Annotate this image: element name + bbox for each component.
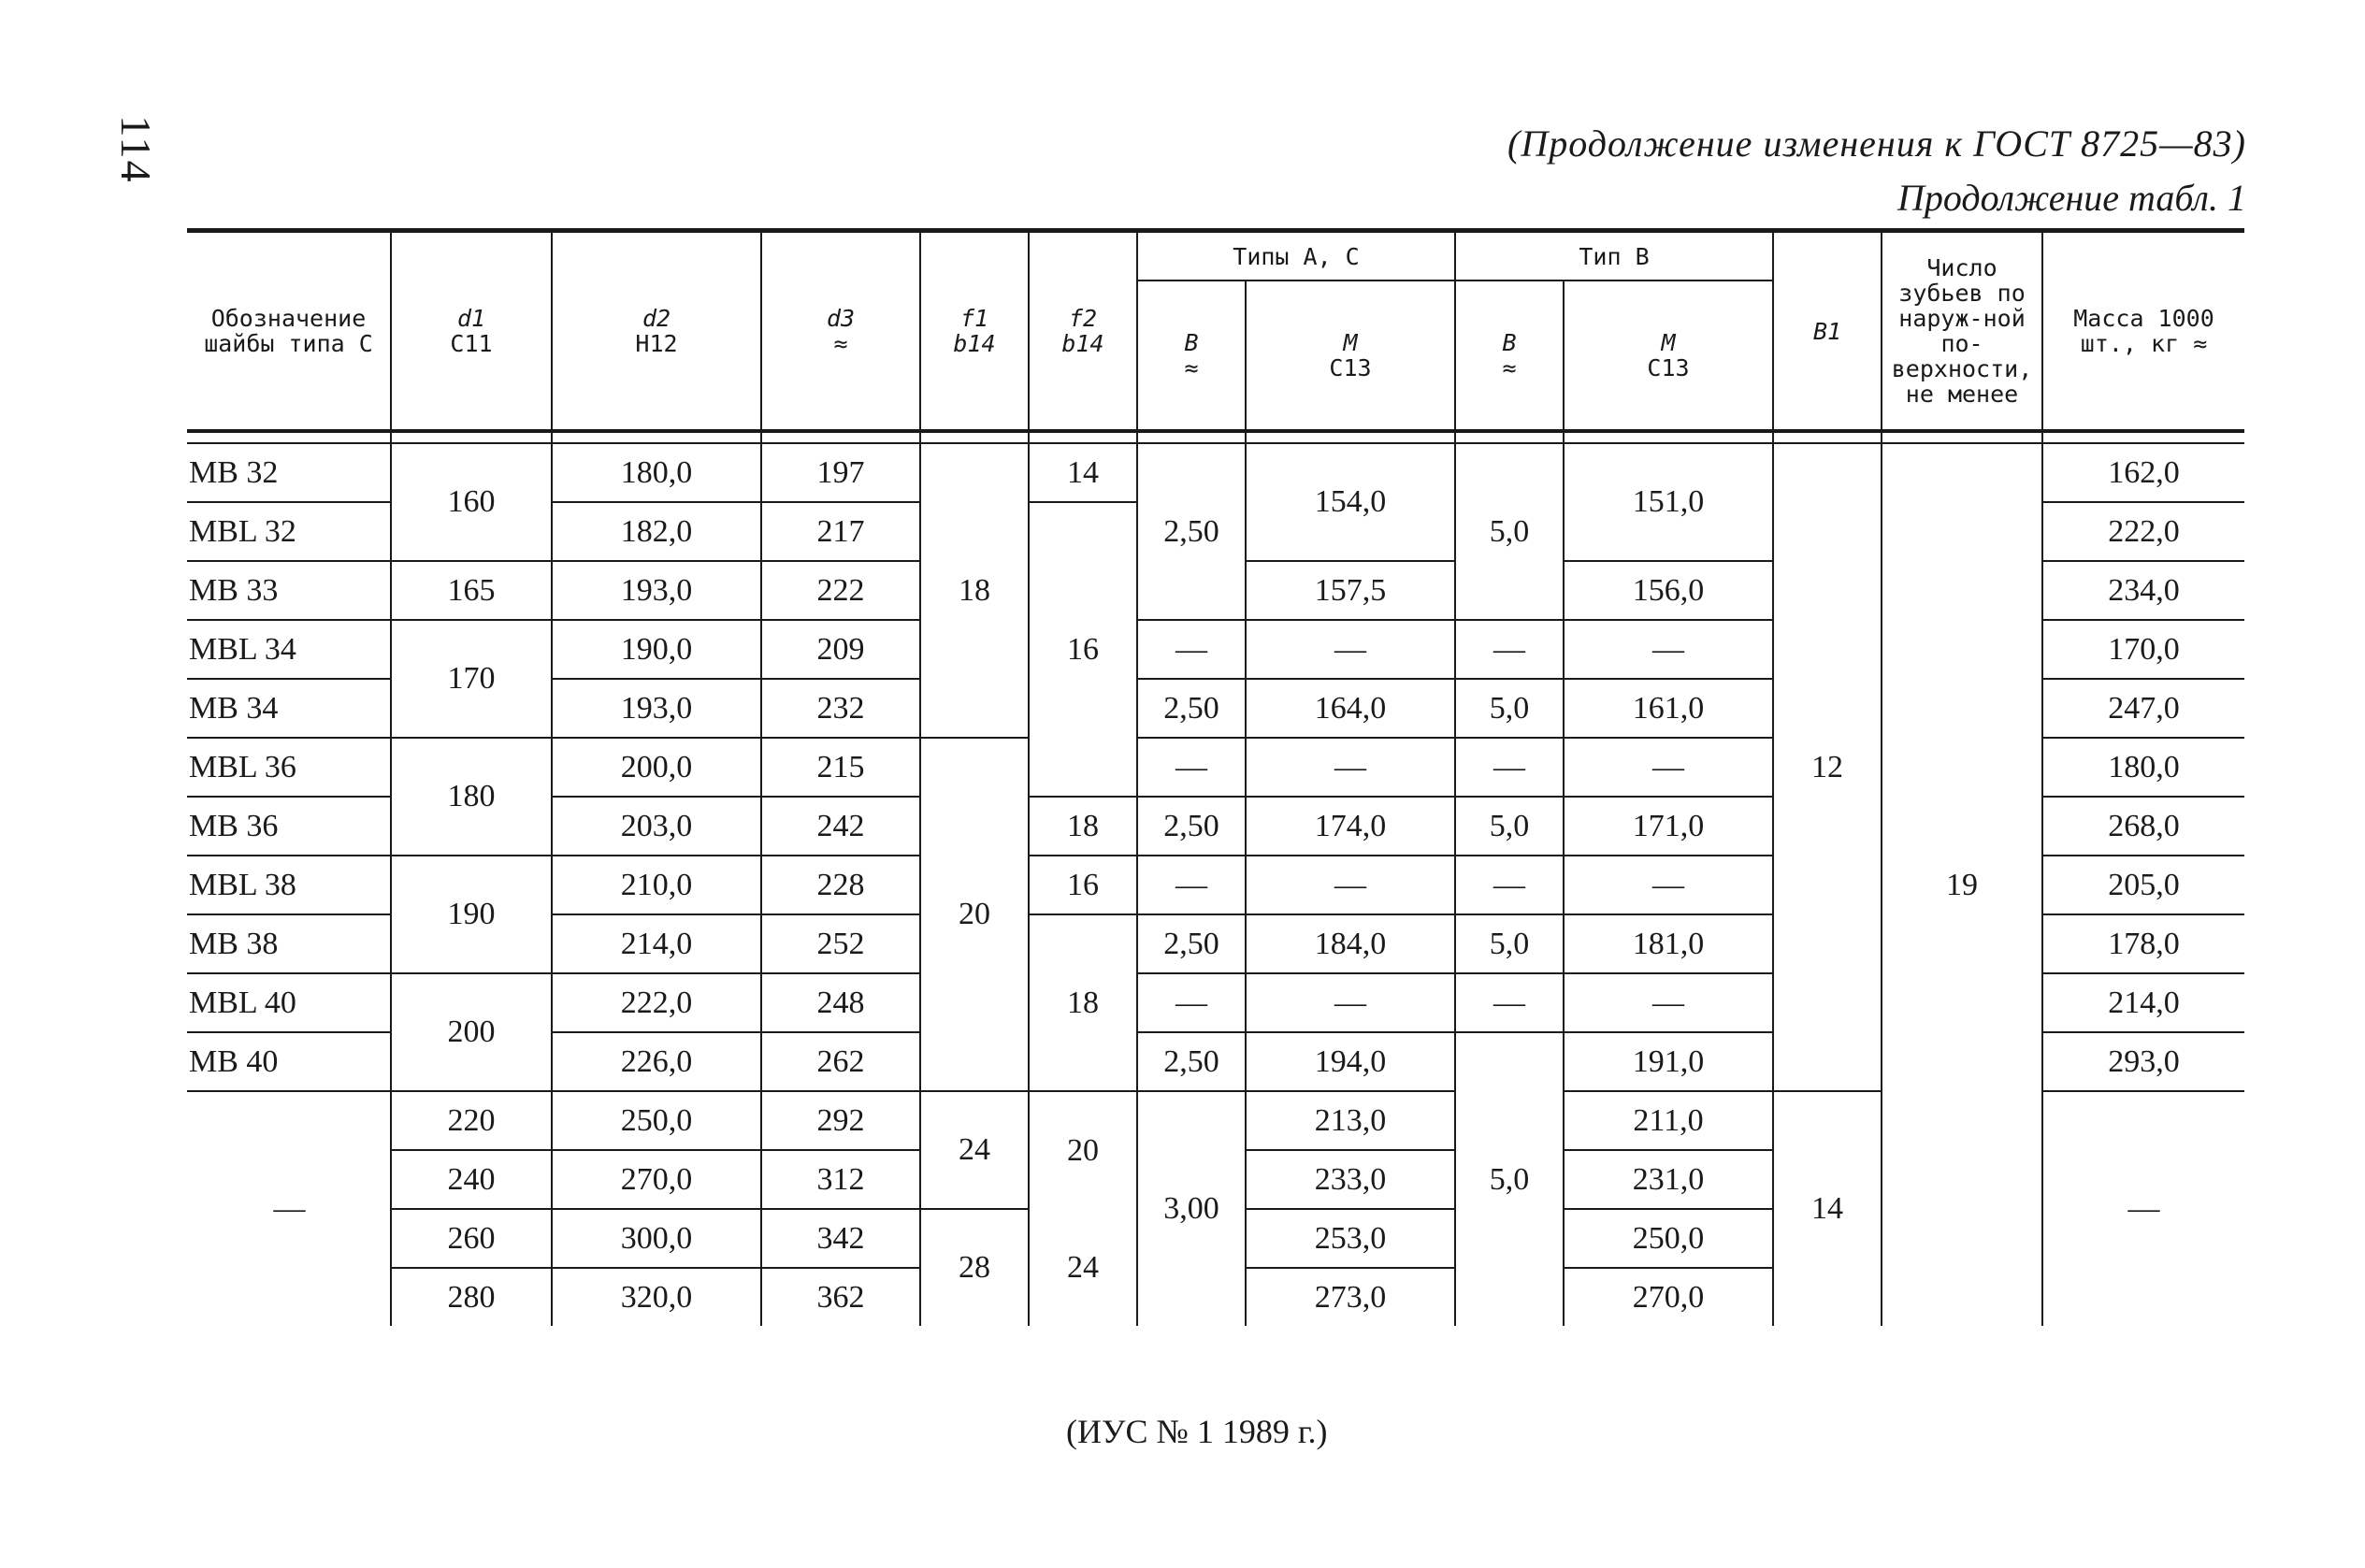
ac-b-cell: 2,50 [1137,679,1246,738]
ac-m-cell: — [1246,738,1455,797]
mass-cell: 247,0 [2042,679,2244,738]
mass-cell: 214,0 [2042,973,2244,1032]
mass-cell: 293,0 [2042,1032,2244,1091]
designation-cell: MB 36 [187,797,391,856]
d2-cell: 270,0 [552,1150,761,1209]
b-m-cell: 231,0 [1564,1150,1773,1209]
b-b-cell: — [1455,973,1564,1032]
ac-m-cell: — [1246,620,1455,679]
d3-cell: 217 [761,502,920,561]
ac-m-cell: 164,0 [1246,679,1455,738]
f1-cell: 28 [920,1209,1029,1326]
d2-cell: 222,0 [552,973,761,1032]
b-m-cell: 250,0 [1564,1209,1773,1268]
b-b-cell: 5,0 [1455,914,1564,973]
f2-cell: 16 [1029,856,1137,914]
f1-cell: 20 [920,738,1029,1091]
designation-cell: MBL 36 [187,738,391,797]
f2-cell: 18 [1029,914,1137,1091]
ac-b-cell: — [1137,856,1246,914]
d2-cell: 193,0 [552,561,761,620]
b-b-cell: 5,0 [1455,797,1564,856]
d3-cell: 228 [761,856,920,914]
d2-cell: 250,0 [552,1091,761,1150]
f2-cell: 18 [1029,797,1137,856]
mass-cell: 162,0 [2042,443,2244,502]
d2-cell: 193,0 [552,679,761,738]
mass-cell: 268,0 [2042,797,2244,856]
d2-cell: 200,0 [552,738,761,797]
header-d3: d3 ≈ [761,231,920,432]
d3-cell: 362 [761,1268,920,1326]
d3-cell: 262 [761,1032,920,1091]
d2-cell: 210,0 [552,856,761,914]
d1-cell: 200 [391,973,552,1091]
designation-cell: MB 32 [187,443,391,502]
mass-cell: 205,0 [2042,856,2244,914]
b-m-cell: 151,0 [1564,443,1773,561]
header-b-m: M C13 [1564,281,1773,431]
ac-m-cell: 157,5 [1246,561,1455,620]
header-type-b: Тип В [1455,231,1773,281]
washer-dimensions-table [187,228,2244,1326]
b-m-cell: 156,0 [1564,561,1773,620]
teeth-cell: 19 [1882,443,2042,1326]
ac-b-cell: 2,50 [1137,914,1246,973]
b-b-cell: 5,0 [1455,443,1564,620]
header-types-ac: Типы А, С [1137,231,1455,281]
f2-cell: 20 [1029,1091,1137,1209]
f2-cell: 16 [1029,502,1137,797]
d1-cell: 180 [391,738,552,856]
header-d1: d1 C11 [391,231,552,432]
header-b-b: B ≈ [1455,281,1564,431]
b-m-cell: 211,0 [1564,1091,1773,1150]
d1-cell: 240 [391,1150,552,1209]
header-ac-m: M C13 [1246,281,1455,431]
ac-m-cell: 194,0 [1246,1032,1455,1091]
ac-m-cell: 154,0 [1246,443,1455,561]
d1-cell: 220 [391,1091,552,1150]
b-m-cell: 171,0 [1564,797,1773,856]
designation-cell: MB 34 [187,679,391,738]
ac-b-cell: — [1137,620,1246,679]
f1-cell: 18 [920,443,1029,738]
d2-cell: 300,0 [552,1209,761,1268]
b-m-cell: 181,0 [1564,914,1773,973]
ac-m-cell: 174,0 [1246,797,1455,856]
d2-cell: 320,0 [552,1268,761,1326]
d2-cell: 203,0 [552,797,761,856]
d3-cell: 342 [761,1209,920,1268]
ac-m-cell: 253,0 [1246,1209,1455,1268]
d3-cell: 292 [761,1091,920,1150]
b-b-cell: 5,0 [1455,679,1564,738]
header-teeth-count: Число зубьев по наруж-ной по-верхности, не менее [1882,231,2042,432]
table-continuation-label: Продолжение табл. 1 [1896,177,2246,219]
header-f1: f1 b14 [920,231,1029,432]
b-m-cell: 191,0 [1564,1032,1773,1091]
ac-b-cell: — [1137,738,1246,797]
ac-m-cell: 213,0 [1246,1091,1455,1150]
f2-cell: 14 [1029,443,1137,502]
ac-b-cell: 2,50 [1137,443,1246,620]
page-number: 114 [112,115,160,184]
b-b-cell: — [1455,620,1564,679]
mass-cell: 178,0 [2042,914,2244,973]
designation-cell: MB 38 [187,914,391,973]
header-mass: Масса 1000 шт., кг ≈ [2042,231,2244,432]
designation-cell: MBL 40 [187,973,391,1032]
d1-cell: 165 [391,561,552,620]
d2-cell: 226,0 [552,1032,761,1091]
b-m-cell: — [1564,973,1773,1032]
header-designation: Обозначение шайбы типа С [187,231,391,432]
designation-cell: MB 33 [187,561,391,620]
mass-cell: 234,0 [2042,561,2244,620]
d1-cell: 190 [391,856,552,973]
continuation-header: (Продолжение изменения к ГОСТ 8725—83) [1507,122,2246,165]
header-ac-b: B ≈ [1137,281,1246,431]
d1-cell: 170 [391,620,552,738]
b1-cell: 14 [1773,1091,1882,1326]
b-b-cell: — [1455,738,1564,797]
ac-b-cell: — [1137,973,1246,1032]
b-b-cell: — [1455,856,1564,914]
d3-cell: 222 [761,561,920,620]
ac-m-cell: 233,0 [1246,1150,1455,1209]
ac-m-cell: 273,0 [1246,1268,1455,1326]
ac-m-cell: 184,0 [1246,914,1455,973]
b-b-cell: 5,0 [1455,1032,1564,1326]
footer-note: (ИУС № 1 1989 г.) [1066,1413,1328,1450]
f1-cell: 24 [920,1091,1029,1209]
d3-cell: 248 [761,973,920,1032]
header-b1: B1 [1773,231,1882,432]
b1-cell: 12 [1773,443,1882,1091]
b-m-cell: — [1564,738,1773,797]
mass-cell: 222,0 [2042,502,2244,561]
d3-cell: 215 [761,738,920,797]
mass-cell: 180,0 [2042,738,2244,797]
b-m-cell: 161,0 [1564,679,1773,738]
designation-cell: MBL 38 [187,856,391,914]
mass-cell: 170,0 [2042,620,2244,679]
d3-cell: 197 [761,443,920,502]
d3-cell: 252 [761,914,920,973]
ac-m-cell: — [1246,973,1455,1032]
b-m-cell: — [1564,620,1773,679]
d2-cell: 180,0 [552,443,761,502]
d1-cell: 160 [391,443,552,561]
header-f2: f2 b14 [1029,231,1137,432]
ac-b-cell: 2,50 [1137,797,1246,856]
d3-cell: 232 [761,679,920,738]
ac-m-cell: — [1246,856,1455,914]
ac-b-cell: 2,50 [1137,1032,1246,1091]
mass-cell: — [2042,1091,2244,1326]
b-m-cell: — [1564,856,1773,914]
ac-b-cell: 3,00 [1137,1091,1246,1326]
d2-cell: 190,0 [552,620,761,679]
d1-cell: 260 [391,1209,552,1268]
designation-cell: MBL 34 [187,620,391,679]
b-m-cell: 270,0 [1564,1268,1773,1326]
designation-cell: MB 40 [187,1032,391,1091]
d3-cell: 312 [761,1150,920,1209]
d3-cell: 209 [761,620,920,679]
f2-cell: 24 [1029,1209,1137,1326]
d2-cell: 182,0 [552,502,761,561]
designation-cell: MBL 32 [187,502,391,561]
d2-cell: 214,0 [552,914,761,973]
d1-cell: 280 [391,1268,552,1326]
header-d2: d2 H12 [552,231,761,432]
d3-cell: 242 [761,797,920,856]
designation-cell: — [273,1191,306,1226]
